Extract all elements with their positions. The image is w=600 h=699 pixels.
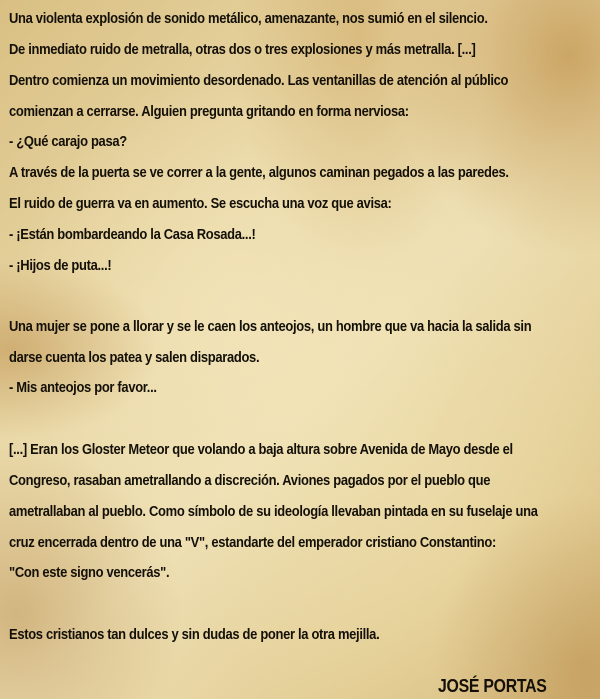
text-line: cruz encerrada dentro de una "V", estandarte del emperador cristiano Constantino: bbox=[9, 535, 496, 551]
text-line: A través de la puerta se ve correr a la gente, algunos caminan pegados a las paredes. bbox=[9, 165, 509, 181]
text-line: - ¿Qué carajo pasa? bbox=[9, 134, 127, 150]
text-line: De inmediato ruido de metralla, otras dos o tres explosiones y más metralla. [...] bbox=[9, 42, 476, 58]
author-signature: JOSÉ PORTAS bbox=[438, 676, 547, 696]
text-line: darse cuenta los patea y salen disparados. bbox=[9, 350, 260, 366]
text-line: - Mis anteojos por favor... bbox=[9, 380, 157, 396]
text-line: Estos cristianos tan dulces y sin dudas de poner la otra mejilla. bbox=[9, 627, 380, 643]
text-line: Congreso, rasaban ametrallando a discreción. Aviones pagados por el pueblo que bbox=[9, 473, 491, 489]
text-line: "Con este signo vencerás". bbox=[9, 565, 170, 581]
text-line: - ¡Hijos de puta...! bbox=[9, 258, 112, 274]
text-line: Dentro comienza un movimiento desordenado. Las ventanillas de atención al público bbox=[9, 73, 509, 89]
text-line: Una mujer se pone a llorar y se le caen los anteojos, un hombre que va hacia la salida sin bbox=[9, 319, 532, 335]
text-line: El ruido de guerra va en aumento. Se escucha una voz que avisa: bbox=[9, 196, 392, 212]
text-line: comienzan a cerrarse. Alguien pregunta gritando en forma nerviosa: bbox=[9, 104, 409, 120]
text-line: Una violenta explosión de sonido metálico, amenazante, nos sumió en el silencio. bbox=[9, 11, 488, 27]
text-line: [...] Eran los Gloster Meteor que volando a baja altura sobre Avenida de Mayo desde el bbox=[9, 442, 513, 458]
text-line: ametrallaban al pueblo. Como símbolo de su ideología llevaban pintada en su fuselaje una bbox=[9, 504, 538, 520]
text-line: - ¡Están bombardeando la Casa Rosada...! bbox=[9, 227, 256, 243]
